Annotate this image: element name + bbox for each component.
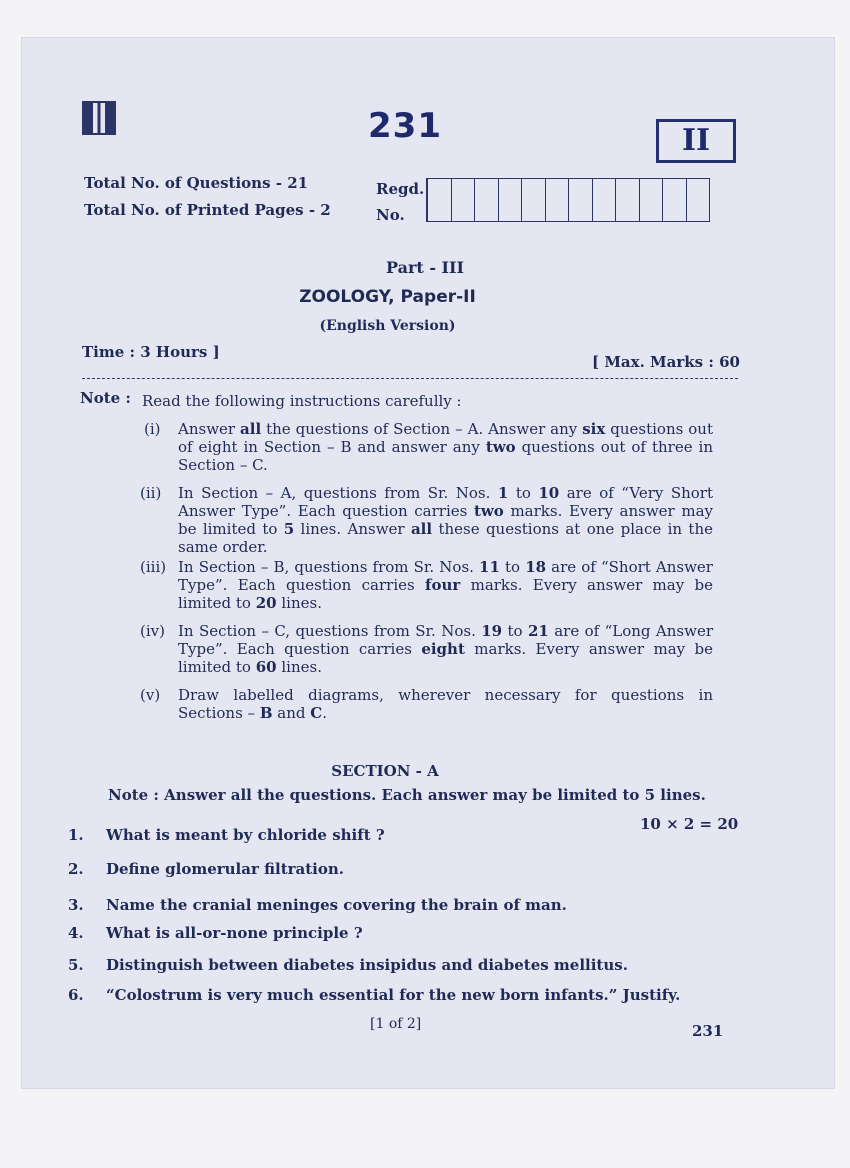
instruction-emphasis: all bbox=[410, 520, 433, 538]
instruction-emphasis: 21 bbox=[527, 622, 549, 640]
instruction-emphasis: 11 bbox=[479, 558, 500, 576]
header-divider bbox=[82, 378, 738, 379]
instruction-emphasis: six bbox=[582, 420, 606, 438]
instruction-segment: lines. bbox=[276, 594, 322, 612]
instruction-emphasis: eight bbox=[421, 640, 465, 658]
instruction-segment: are of “Short Answer Type”. Each question carries bbox=[178, 558, 713, 594]
instruction-segment: marks. Every answer may be limited to bbox=[178, 502, 713, 538]
total-pages: Total No. of Printed Pages - 2 bbox=[84, 201, 331, 219]
question-text: Define glomerular filtration. bbox=[106, 860, 345, 878]
subject-title: ZOOLOGY, Paper-II bbox=[299, 287, 476, 307]
instruction-emphasis: 10 bbox=[538, 484, 560, 502]
regd-digit-box bbox=[569, 178, 593, 222]
instruction-text bbox=[178, 484, 713, 556]
question-text: Name the cranial meninges covering the brain of man. bbox=[106, 896, 567, 914]
regd-digit-box bbox=[640, 178, 664, 222]
instruction-segment: marks. Every answer may be limited to bbox=[178, 640, 713, 676]
instruction-segment: and bbox=[272, 704, 311, 722]
regd-label: Regd. bbox=[376, 180, 425, 198]
instruction-segment: Draw labelled diagrams, wherever necessary for questions in Sections – bbox=[178, 686, 713, 722]
question-number: 5. bbox=[68, 956, 84, 974]
instruction-text bbox=[178, 420, 713, 474]
regd-digit-box bbox=[593, 178, 617, 222]
question-number: 4. bbox=[68, 924, 84, 942]
instruction-emphasis: 18 bbox=[525, 558, 547, 576]
question-text: “Colostrum is very much essential for the new born infants.” Justify. bbox=[106, 986, 681, 1004]
instruction-segment: are of “Long Answer Type”. Each question carries bbox=[178, 622, 713, 658]
max-marks: [ Max. Marks : 60 bbox=[592, 353, 740, 371]
regd-digit-box bbox=[687, 178, 711, 222]
instruction-segment: lines. bbox=[276, 658, 322, 676]
instruction-emphasis: two bbox=[473, 502, 504, 520]
regd-no-label: No. bbox=[376, 206, 405, 224]
regd-digit-box bbox=[428, 178, 452, 222]
instruction-segment: the questions of Section – A. Answer any bbox=[261, 420, 583, 438]
instruction-segment: Answer bbox=[178, 420, 241, 438]
part-title: Part - III bbox=[385, 258, 465, 277]
instruction-emphasis: 1 bbox=[497, 484, 509, 502]
instruction-number: (iii) bbox=[140, 558, 167, 576]
paper-number-box: II bbox=[656, 119, 736, 163]
section-a-heading: SECTION - A bbox=[331, 762, 439, 780]
instruction-segment: questions out of three in Section – C. bbox=[178, 438, 714, 474]
instruction-number: (v) bbox=[140, 686, 161, 704]
footer-code: 231 bbox=[692, 1022, 724, 1040]
instruction-segment: are of “Very Short Answer Type”. Each question carries bbox=[178, 484, 714, 520]
instruction-emphasis: two bbox=[485, 438, 516, 456]
note-intro: Read the following instructions carefully : bbox=[142, 392, 462, 410]
regd-digit-box bbox=[616, 178, 640, 222]
regd-digit-box bbox=[546, 178, 570, 222]
question-number: 3. bbox=[68, 896, 84, 914]
instruction-emphasis: four bbox=[425, 576, 461, 594]
instruction-emphasis: all bbox=[240, 420, 262, 438]
instruction-segment: In Section – B, questions from Sr. Nos. bbox=[178, 558, 480, 576]
section-a-marks: 10 × 2 = 20 bbox=[640, 815, 739, 833]
version-title: (English Version) bbox=[319, 318, 456, 334]
instruction-emphasis: 19 bbox=[481, 622, 503, 640]
question-number: 1. bbox=[68, 826, 84, 844]
instruction-segment: marks. Every answer may be limited to bbox=[178, 576, 713, 612]
question-text: What is meant by chloride shift ? bbox=[106, 826, 385, 844]
instruction-number: (iv) bbox=[140, 622, 165, 640]
instruction-emphasis: B bbox=[259, 704, 273, 722]
instruction-segment: these questions at one place in the same order. bbox=[178, 520, 713, 556]
instruction-number: (i) bbox=[144, 420, 161, 438]
instruction-segment: In Section – A, questions from Sr. Nos. bbox=[178, 484, 498, 502]
instruction-segment: questions out of eight in Section – B and answer any bbox=[178, 420, 713, 456]
instruction-segment: to bbox=[499, 558, 526, 576]
regd-digit-box bbox=[499, 178, 523, 222]
question-number: 2. bbox=[68, 860, 84, 878]
regd-number-boxes bbox=[426, 178, 710, 222]
question-text: What is all-or-none principle ? bbox=[106, 924, 363, 942]
regd-digit-box bbox=[452, 178, 476, 222]
regd-digit-box bbox=[522, 178, 546, 222]
question-text: Distinguish between diabetes insipidus and diabetes mellitus. bbox=[106, 956, 628, 974]
instruction-text bbox=[178, 686, 713, 722]
page-number: [1 of 2] bbox=[370, 1016, 422, 1032]
instruction-emphasis: 5 bbox=[283, 520, 295, 538]
note-label: Note : bbox=[80, 389, 131, 407]
instruction-number: (ii) bbox=[140, 484, 162, 502]
paper-code: 231 bbox=[368, 106, 442, 146]
instruction-segment: to bbox=[502, 622, 528, 640]
regd-digit-box bbox=[475, 178, 499, 222]
regd-digit-box bbox=[663, 178, 687, 222]
total-questions: Total No. of Questions - 21 bbox=[84, 174, 309, 192]
instruction-emphasis: 20 bbox=[255, 594, 277, 612]
instruction-segment: lines. Answer bbox=[294, 520, 411, 538]
instruction-segment: In Section – C, questions from Sr. Nos. bbox=[178, 622, 482, 640]
time-limit: Time : 3 Hours ] bbox=[82, 343, 220, 361]
instruction-segment: to bbox=[508, 484, 539, 502]
qr-code-icon bbox=[84, 103, 114, 133]
instruction-text bbox=[178, 558, 713, 612]
instruction-segment: . bbox=[322, 704, 327, 722]
instruction-emphasis: C bbox=[310, 704, 323, 722]
instruction-emphasis: 60 bbox=[255, 658, 277, 676]
section-a-note: Note : Answer all the questions. Each answer may be limited to 5 lines. bbox=[108, 786, 706, 804]
question-number: 6. bbox=[68, 986, 84, 1004]
instruction-text bbox=[178, 622, 713, 676]
